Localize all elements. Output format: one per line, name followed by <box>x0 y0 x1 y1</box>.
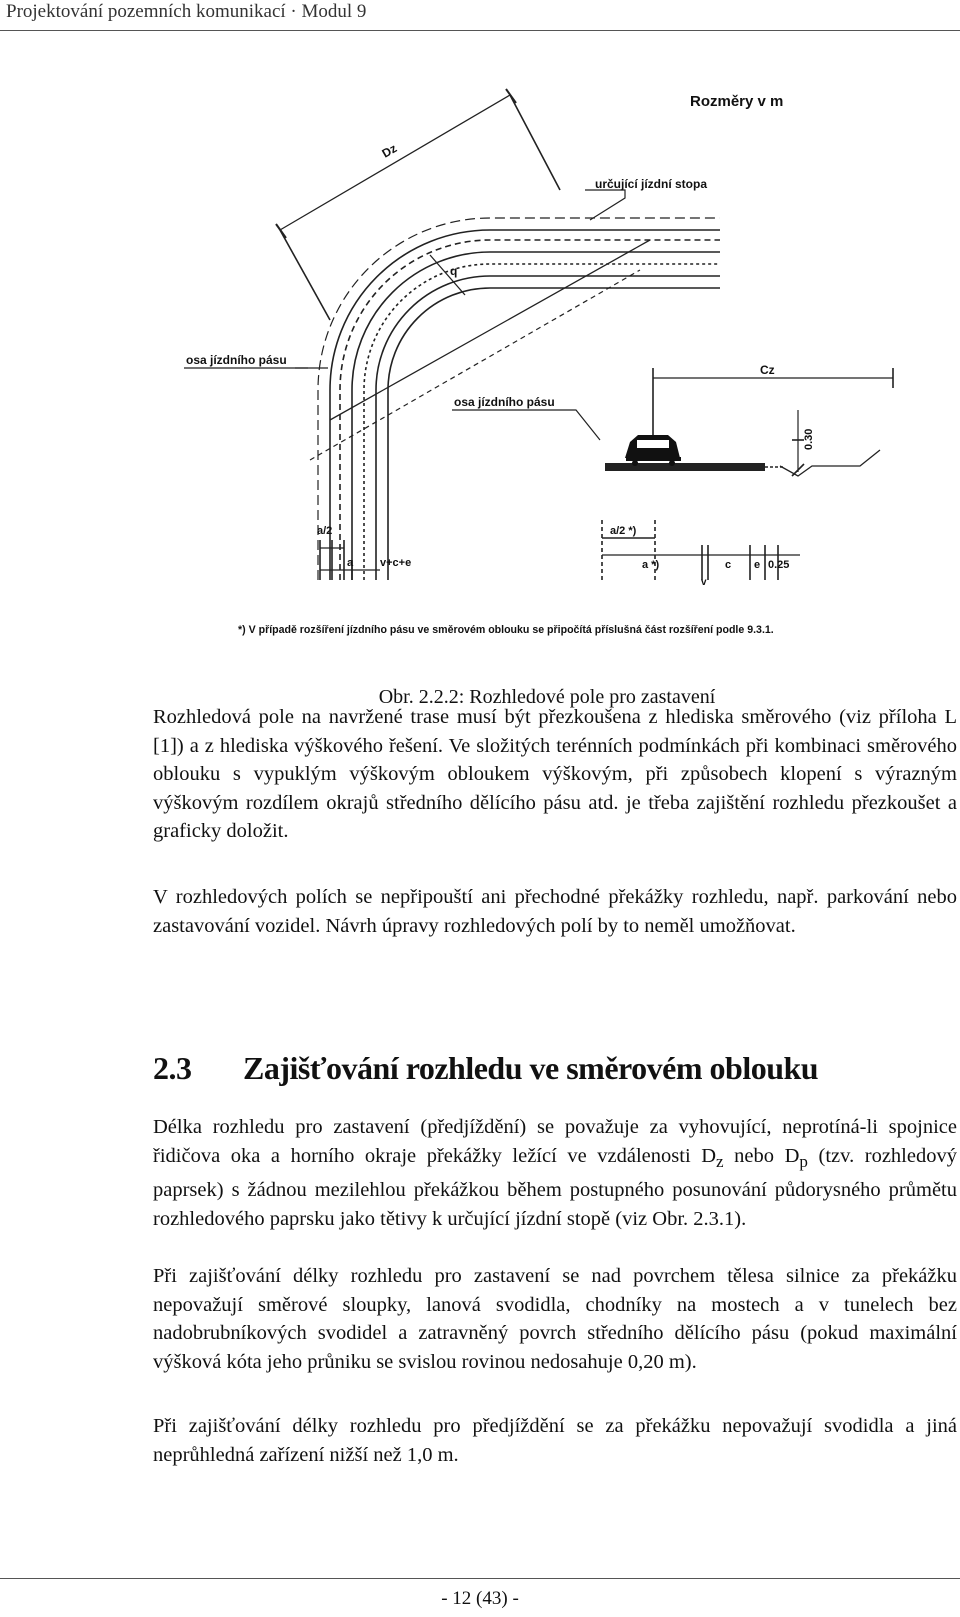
sight-field-figure <box>180 80 940 680</box>
dz-label: Dz <box>379 141 400 161</box>
lane-line <box>352 252 720 580</box>
h030-label: 0.30 <box>803 428 815 450</box>
astar-label: a *) <box>642 559 660 571</box>
e-label: e <box>754 559 761 571</box>
header-title: Projektování pozemních komunikací · Modul 9 <box>6 1 367 22</box>
vce-label: v+c+e <box>380 557 412 569</box>
figure-caption: Obr. 2.2.2: Rozhledové pole pro zastavení <box>378 686 716 708</box>
v-label: v <box>701 577 707 588</box>
figure-drawing <box>180 80 940 680</box>
axis-right-label: osa jízdního pásu <box>454 395 555 409</box>
sight-chord <box>330 240 650 420</box>
a-label: a <box>347 557 354 569</box>
paragraph-3: Délka rozhledu pro zastavení (předjíždění) se považuje za vyhovující, neprotíná-li spojnice řidičova oka a horního okraje překážky ležící ve vzdálenosti $D_z$ nebo $D_p$ (tzv. rozhledový paprsek) s žádnou mezilehlou překážkou během postupného posunování půdorysného průmětu rozhledového paprsku jako tětivy k určující jízdní stopě (viz Obr. 2.3.1). <box>153 1116 957 1230</box>
w025-label: 0.25 <box>768 559 790 571</box>
c-label: c <box>725 559 732 571</box>
dz-dimension <box>280 95 510 230</box>
page-number: - 12 (43) - <box>441 1588 519 1609</box>
q-dimension <box>430 255 465 295</box>
a2-label: a/2 <box>317 525 333 537</box>
lane-line <box>376 276 720 580</box>
track-label: určující jízdní stopa <box>595 177 708 191</box>
paragraph-2: V rozhledových polích se nepřipouští ani přechodné překážky rozhledu, např. parkování nebo zastavování vozidel. Návrh úpravy rozhledových polí by to neměl umožňovat. <box>153 886 957 937</box>
page-header <box>0 0 960 31</box>
cz-label: Cz <box>760 363 775 377</box>
footer-divider <box>0 1578 960 1579</box>
car-icon <box>625 435 681 466</box>
section-heading <box>153 1050 953 1087</box>
paragraph-1: Rozhledová pole na navržené trase musí být přezkoušena z hlediska směrového (viz příloha L [1]) a z hlediska výškového řešení. Ve složitých terénních podmínkách při kombinaci směrového oblouku s vypuklým výškovým obloukem výškovým, při způsobech klopení s výrazným výškovým rozdílem okrajů středního dělícího pásu atd. je třeba zajištění rozhledu přezkoušet a graficky doložit. <box>153 706 957 843</box>
q-label: q <box>450 264 458 278</box>
axis-right-leader <box>452 410 600 440</box>
axis-left-label: osa jízdního pásu <box>186 353 287 367</box>
footnote-label: *) V případě rozšíření jízdního pásu ve směrovém oblouku se připočítá příslušná část rozšíření podle 9.3.1. <box>238 624 774 636</box>
paragraph-5: Při zajišťování délky rozhledu pro předjíždění se za překážku nepovažují svodidla a jiná neprůhledná zařízení nižší než 1,0 m. <box>153 1415 957 1466</box>
lane-line <box>388 288 720 580</box>
track-leader <box>585 190 625 220</box>
paragraph-4: Při zajišťování délky rozhledu pro zastavení se nad povrchem tělesa silnice za překážku nepovažují směrové sloupky, lanová svodidla, chodníky na mostech a v tunelech bez nadobrubníkových svodidel a zatravněný povrch středního dělícího pásu (pokud maximální výšková kóta jeho průniku se svislou rovinou nedosahuje 0,20 m). <box>153 1265 957 1373</box>
a2star-label: a/2 *) <box>610 525 637 537</box>
section-number: 2.3 <box>153 1050 192 1086</box>
section-title: Zajišťování rozhledu ve směrovém oblouku <box>243 1050 819 1086</box>
units-label: Rozměry v m <box>690 93 784 110</box>
lane-line <box>364 264 720 580</box>
